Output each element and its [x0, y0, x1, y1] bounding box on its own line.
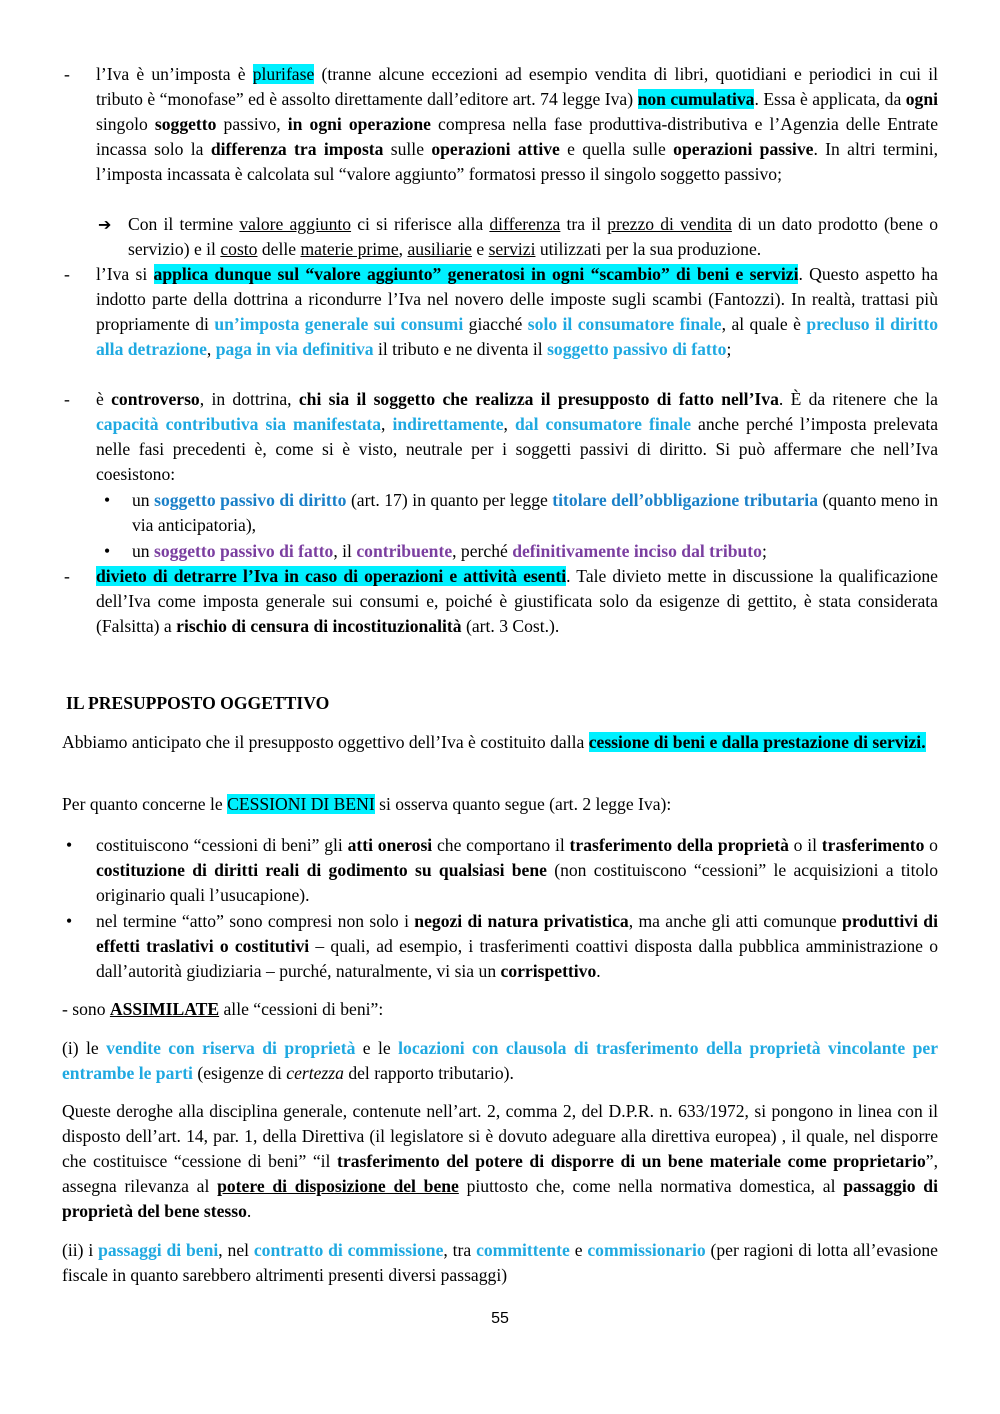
item-i-paragraph: (i) le vendite con riserva di proprietà e le locazioni con clausola di trasferimento della proprietà vincolante per entrambe le parti (esigenze di certezza del rapporto tributario). [62, 1038, 939, 1083]
bullet-soggetto-fatto: • un soggetto passivo di fatto, il contribuente, perché definitivamente inciso dal tributo; [0, 539, 1000, 564]
highlight-text: plurifase [252, 64, 315, 84]
bullet-cessioni-definizione: • costituiscono “cessioni di beni” gli atti onerosi che comportano il trasferimento della proprietà o il trasferimento o costituzione di diritti reali di godimento su qualsiasi bene (non costituiscono “cessioni” le acquisizioni a titolo originario quali l’usucapione). [66, 835, 939, 905]
intro-paragraph: Abbiamo anticipato che il presupposto oggettivo dell’Iva è costituito dalla cessione di beni e dalla prestazione di servizi. [62, 732, 926, 752]
assimilate-line: - sono ASSIMILATE alle “cessioni di beni”: [62, 999, 384, 1019]
item-ii-paragraph: (ii) i passaggi di beni, nel contratto di commissione, tra committente e commissionario (per ragioni di lotta all’evasione fiscale in quanto sarebbero altrimenti presenti diversi passaggi) [62, 1240, 938, 1285]
dash-item-controverso: - è controverso, in dottrina, chi sia il soggetto che realizza il presupposto di fatto nell’Iva. È da ritenere che la capacità contributiva sia manifestata, indirettamente, dal consumatore finale anche perché l’imposta prelevata nelle fasi precedenti è, come si è visto, neutrale per i soggetti passivi di diritto. Si può affermare che nell’Iva coesistono: [64, 389, 939, 484]
dash-item-valore-aggiunto: - l’Iva si applica dunque sul “valore aggiunto” generatosi in ogni “scambio” di beni e servizi. Questo aspetto ha indotto parte della dottrina a ricondurre l’Iva nel novero delle imposte sugli scambi (Fantozzi). In realtà, trattasi più propriamente di un’imposta generale sui consumi giacché solo il consumatore finale, al quale è precluso il diritto alla detrazione, paga in via definitiva il tributo e ne diventa il soggetto passivo di fatto; [64, 264, 939, 359]
bullet-marker: • [104, 490, 111, 510]
highlight-text: cessione di beni e dalla prestazione di servizi. [588, 732, 926, 752]
dash-marker: - [64, 264, 70, 284]
highlight-text: CESSIONI DI BENI [227, 794, 375, 814]
bullet-marker: • [66, 835, 73, 855]
dash-marker: - [64, 389, 70, 409]
bullet-marker: • [104, 541, 111, 561]
highlight-text: divieto di detrarre l’Iva in caso di operazioni e attività esenti [96, 566, 567, 586]
bullet-cessioni-atto: • nel termine “atto” sono compresi non solo i negozi di natura privatistica, ma anche gli atti comunque produttivi di effetti traslativi o costitutivi – quali, ad esempio, i trasferimenti coattivi disposta dalla pubblica amministrazione o dall’autorità giudiziaria – purché, naturalmente, vi sia un corrispettivo. [66, 911, 939, 981]
deroghe-paragraph: Queste deroghe alla disciplina generale, contenute nell’art. 2, comma 2, del D.P.R. n. 633/1972, si pongono in linea con il disposto dell’art. 14, par. 1, della Direttiva (il legislatore si è dovuto adeguare alla direttiva europea) , il quale, nel disporre che costituisce “cessione di beni” “il trasferimento del potere di disporre di un bene materiale come proprietario”, assegna rilevanza al potere di disposizione del bene piuttosto che, come nella normativa domestica, al passaggio di proprietà del bene stesso. [62, 1101, 938, 1221]
dash-marker: - [64, 64, 70, 84]
cessioni-intro: Per quanto concerne le CESSIONI DI BENI si osserva quanto segue (art. 2 legge Iva): [62, 794, 672, 814]
arrow-item-valore-aggiunto: ➔ Con il termine valore aggiunto ci si riferisce alla differenza tra il prezzo di vendita di un dato prodotto (bene o servizio) e il costo delle materie prime, ausiliarie e servizi utilizzati per la sua produzione. [98, 214, 938, 259]
page-number: 55 [491, 1310, 509, 1327]
arrow-right-icon: ➔ [98, 215, 112, 234]
highlight-text: applica dunque sul “valore aggiunto” generatosi in ogni “scambio” di beni e servizi [153, 264, 799, 284]
highlight-text: non cumulativa [637, 89, 755, 109]
dash-marker: - [64, 566, 70, 586]
dash-item-divieto: - divieto di detrarre l’Iva in caso di operazioni e attività esenti. Tale divieto mette in discussione la qualificazione dell’Iva come imposta generale sui consumi e, poiché è giustificata solo da esigenze di gettito, è stata considerata (Falsitta) a rischio di censura di incostituzionalità (art. 3 Cost.). [64, 566, 938, 636]
dash-item-plurifase: - l’Iva è un’imposta è plurifase (tranne alcune eccezioni ad esempio vendita di libri, quotidiani e periodici in cui il tributo è “monofase” ed è assolto direttamente dall’editore art. 74 legge Iva) non cumulativa. Essa è applicata, da ogni singolo soggetto passivo, in ogni operazione compresa nella fase produttiva-distributiva e l’Agenzia delle Entrate incassa solo la differenza tra imposta sulle operazioni attive e quella sulle operazioni passive. In altri termini, l’imposta incassata è calcolata sul “valore aggiunto” formatosi presso il singolo soggetto passivo; [64, 64, 939, 184]
section-title: IL PRESUPPOSTO OGGETTIVO [66, 693, 330, 713]
bullet-marker: • [66, 911, 73, 931]
bullet-soggetto-diritto: • un soggetto passivo di diritto (art. 17) in quanto per legge titolare dell’obbligazione tributaria (quanto meno in via anticipatoria), [104, 490, 938, 535]
